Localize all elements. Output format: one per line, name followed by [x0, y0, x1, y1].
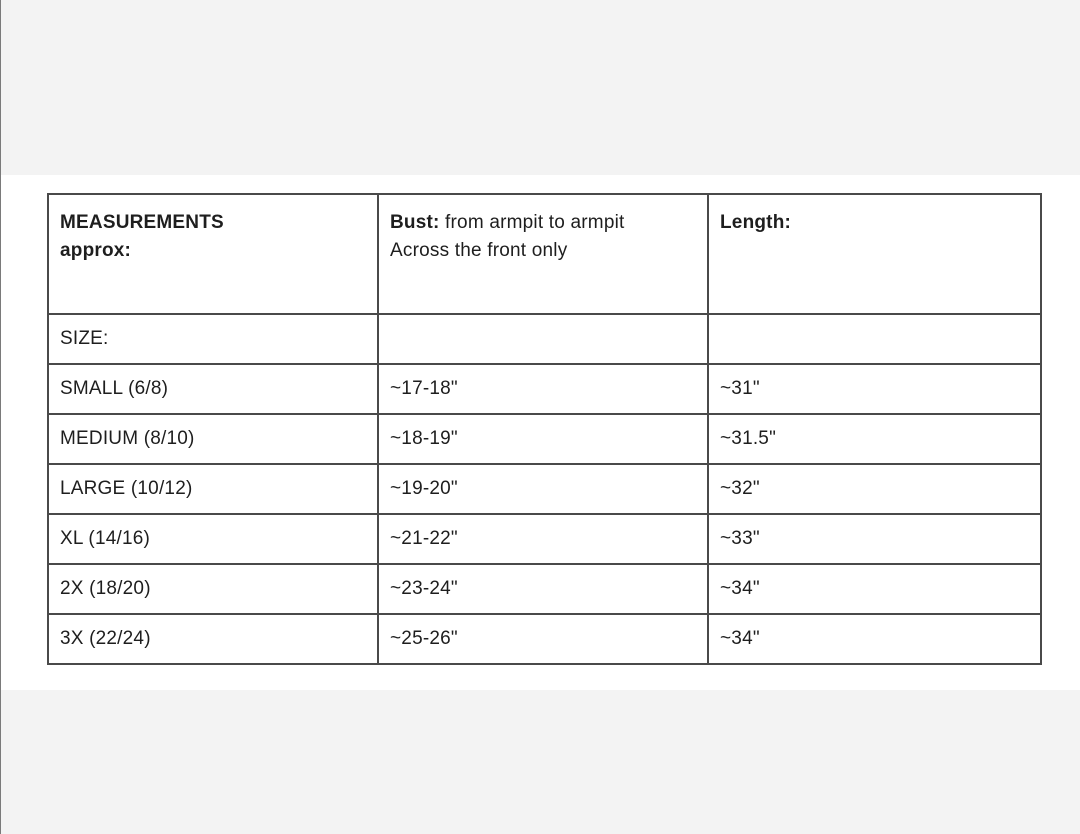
length-cell: ~31" [708, 364, 1041, 414]
bust-cell: ~19-20" [378, 464, 708, 514]
length-cell: ~34" [708, 564, 1041, 614]
size-cell: SMALL (6/8) [48, 364, 378, 414]
bottom-background [0, 690, 1080, 834]
length-cell: ~33" [708, 514, 1041, 564]
size-label-cell: SIZE: [48, 314, 378, 364]
measurements-header-cell [48, 194, 378, 314]
bust-cell: ~18-19" [378, 414, 708, 464]
bust-cell: ~25-26" [378, 614, 708, 664]
measurements-label: MEASUREMENTS [60, 212, 224, 233]
bust-header-cell [378, 194, 708, 314]
size-cell: XL (14/16) [48, 514, 378, 564]
size-cell: 2X (18/20) [48, 564, 378, 614]
table-row [48, 614, 1041, 664]
empty-cell [708, 314, 1041, 364]
size-cell: 3X (22/24) [48, 614, 378, 664]
size-chart-table [47, 193, 1042, 665]
bust-description: from armpit to armpit [439, 212, 625, 233]
length-header-cell [708, 194, 1041, 314]
table-row [48, 364, 1041, 414]
empty-cell [378, 314, 708, 364]
header-row [48, 194, 1041, 314]
length-cell: ~34" [708, 614, 1041, 664]
approx-label: approx: [60, 240, 132, 261]
left-edge-line [0, 0, 1, 834]
size-cell: MEDIUM (8/10) [48, 414, 378, 464]
bust-header-line2: Across the front only [390, 240, 568, 261]
bust-cell: ~17-18" [378, 364, 708, 414]
bust-header-line1 [390, 209, 696, 237]
length-label: Length: [720, 212, 792, 233]
table-row [48, 564, 1041, 614]
bust-cell: ~23-24" [378, 564, 708, 614]
bust-label: Bust: [390, 212, 440, 233]
size-label-row [48, 314, 1041, 364]
size-cell: LARGE (10/12) [48, 464, 378, 514]
table-row [48, 414, 1041, 464]
table-row [48, 464, 1041, 514]
length-cell: ~32" [708, 464, 1041, 514]
top-background [0, 0, 1080, 175]
bust-cell: ~21-22" [378, 514, 708, 564]
length-cell: ~31.5" [708, 414, 1041, 464]
table-row [48, 514, 1041, 564]
